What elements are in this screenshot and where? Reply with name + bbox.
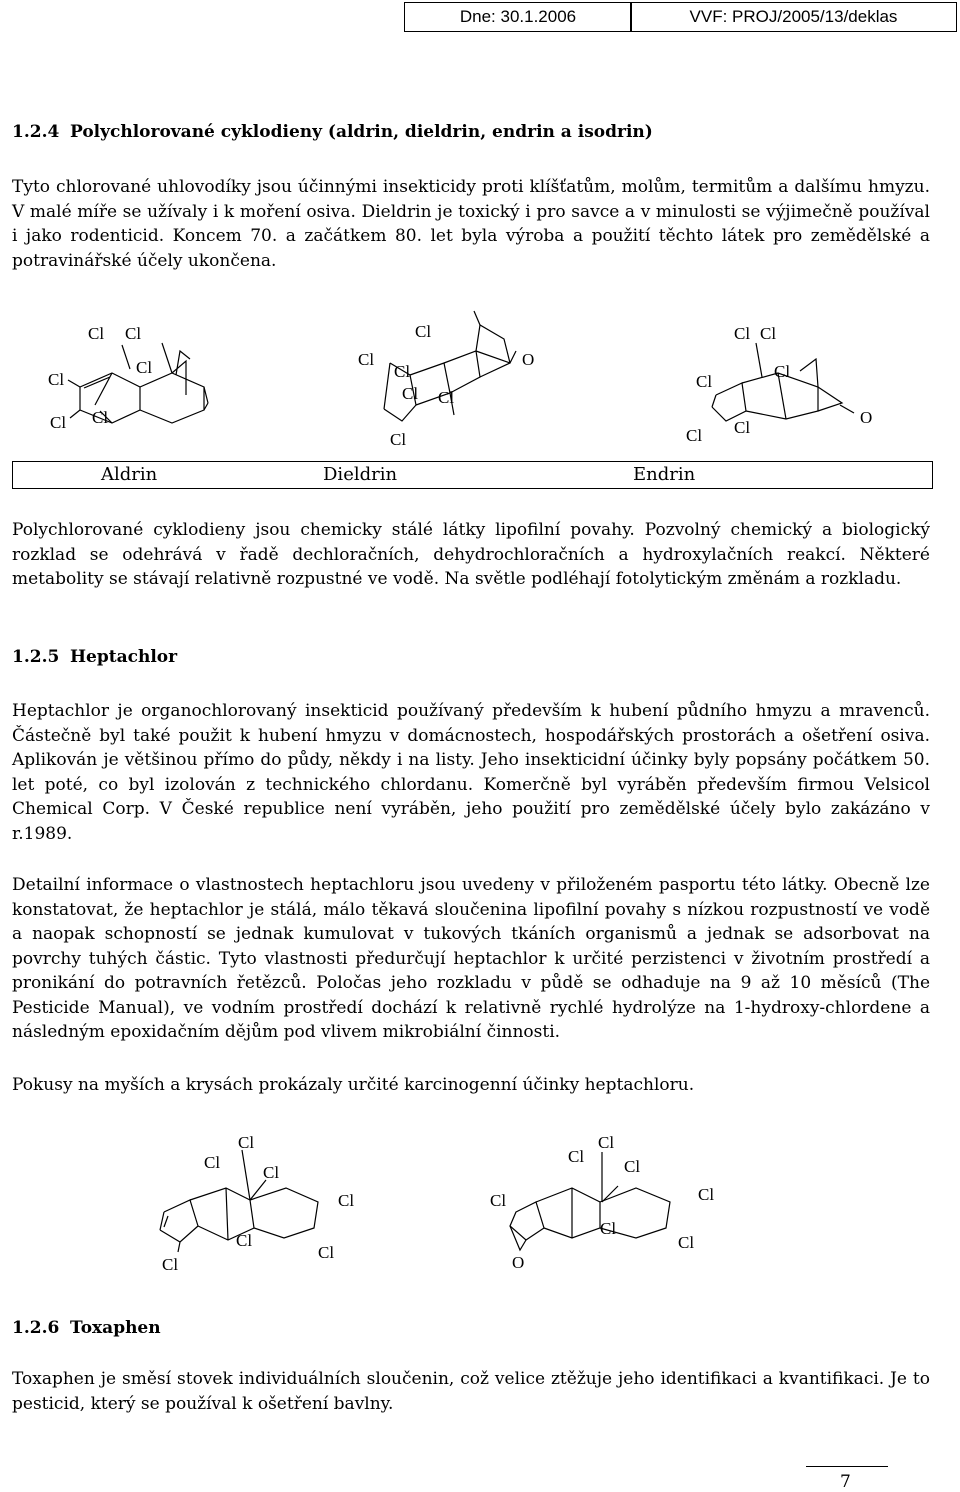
section-number: 1.2.5 xyxy=(12,647,60,667)
chlorine-label: Cl xyxy=(358,350,375,369)
chlorine-label: Cl xyxy=(600,1219,617,1238)
dieldrin-structure xyxy=(350,305,550,455)
chlorine-label: Cl xyxy=(394,362,411,381)
chlorine-label: Cl xyxy=(415,322,432,341)
chlorine-label: Cl xyxy=(92,408,109,427)
section-number: 1.2.6 xyxy=(12,1318,60,1338)
chlorine-label: Cl xyxy=(686,426,703,445)
chlorine-label: Cl xyxy=(698,1185,715,1204)
chlorine-label: Cl xyxy=(162,1255,179,1274)
section-number: 1.2.4 xyxy=(12,122,60,142)
heptachlor-epoxide-structure xyxy=(480,1130,730,1280)
section-124-paragraph: Tyto chlorované uhlovodíky jsou účinnými insekticidy proti klíšťatům, molům, termitům a dalšímu hmyzu. V malé míře se užívaly i k moření osiva. Dieldrin je toxický i pro savce a v minulosti se výjimečně používal i jako rodenticid. Koncem 70. a začátkem 80. let byla výroba a použití těchto látek pro zemědělské a potravinářské účely ukončena. xyxy=(12,177,930,271)
chlorine-label: Cl xyxy=(490,1191,507,1210)
chlorine-label: Cl xyxy=(774,362,791,381)
chlorine-label: Cl xyxy=(734,324,751,343)
chlorine-label: Cl xyxy=(760,324,777,343)
chlorine-label: Cl xyxy=(438,388,455,407)
section-title: Heptachlor xyxy=(70,647,178,667)
section-126-heading xyxy=(12,1318,161,1338)
section-126-paragraph: Toxaphen je směsí stovek individuálních sloučenin, což velice ztěžuje jeho identifikaci a kvantifikaci. Je to pesticid, který se používal k ošetření bavlny. xyxy=(12,1369,930,1414)
chlorine-label: Cl xyxy=(318,1243,335,1262)
section-125-paragraph-1: Heptachlor je organochlorovaný insekticid používaný především k hubení půdního hmyzu a mravenců. Částečně byl také použit k hubení hmyzu v domácnostech, hospodářských prostorách a ošetření osiva. Aplikován je většinou přímo do půdy, někdy i na listy. Jeho insekticidní účinky byly popsány počátkem 50. let poté, co byl izolován z technického chlordanu. Komerčně byl vyráběn především firmou Velsicol Chemical Corp. V České republice není vyráběn, jeho použití pro zemědělské účely bylo zakázáno v r.1989. xyxy=(12,701,930,844)
caption-dieldrin: Dieldrin xyxy=(323,464,398,485)
page-number-rule xyxy=(806,1466,888,1467)
section-125-heading xyxy=(12,647,177,667)
chlorine-label: Cl xyxy=(734,418,751,437)
chlorine-label: Cl xyxy=(125,324,142,343)
section-125-paragraph-2: Detailní informace o vlastnostech heptachloru jsou uvedeny v přiloženém pasportu této látky. Obecně lze konstatovat, že heptachlor je stálá, málo těkavá sloučenina lipofilní povahy s nízkou rozpustností ve vodě a naopak schopností se jednak kumulovat v tukových tkáních organismů a jednak se adsorbovat na povrchy tuhých částic. Tyto vlastnosti předurčují heptachlor k určité perzistenci v životním prostředí a pronikání do potravních řetězců. Poločas jeho rozkladu v půdě se odhaduje na 9 až 10 měsíců (The Pesticide Manual), ve vodním prostředí dochází k relativně rychlé hydrolýze na 1-hydroxy-chlordene a následným epoxidačním dějům pod vlivem mikrobiální činnosti. xyxy=(12,875,930,1042)
heptachlor-structure xyxy=(150,1130,380,1280)
section-124-heading xyxy=(12,122,653,142)
chlorine-label: Cl xyxy=(338,1191,355,1210)
page-number: 7 xyxy=(840,1472,851,1492)
section-125-paragraph-3: Pokusy na myších a krysách prokázaly určité karcinogenní účinky heptachloru. xyxy=(12,1075,695,1095)
chlorine-label: Cl xyxy=(402,384,419,403)
header-date: Dne: 30.1.2006 xyxy=(404,2,632,32)
chlorine-label: Cl xyxy=(568,1147,585,1166)
caption-endrin: Endrin xyxy=(633,464,696,485)
chlorine-label: Cl xyxy=(263,1163,280,1182)
chlorine-label: Cl xyxy=(50,413,67,432)
endrin-structure xyxy=(686,315,896,445)
chlorine-label: Cl xyxy=(236,1231,253,1250)
chlorine-label: Cl xyxy=(48,370,65,389)
chlorine-label: Cl xyxy=(624,1157,641,1176)
section-124-paragraph-2: Polychlorované cyklodieny jsou chemicky stálé látky lipofilní povahy. Pozvolný chemický a biologický rozklad se odehrává v řadě dechloračních, dehydrochloračních a hydroxylačních reakcí. Některé metabolity se stávají relativně rozpustné ve vodě. Na světle podléhají fotolytickým změnám a rozkladu. xyxy=(12,520,930,589)
chlorine-label: Cl xyxy=(390,430,407,449)
chlorine-label: Cl xyxy=(238,1133,255,1152)
oxygen-label: O xyxy=(522,350,535,369)
chlorine-label: Cl xyxy=(598,1133,615,1152)
chlorine-label: Cl xyxy=(204,1153,221,1172)
chlorine-label: Cl xyxy=(696,372,713,391)
chlorine-label: Cl xyxy=(136,358,153,377)
section-title: Toxaphen xyxy=(70,1318,161,1338)
header-reference: VVF: PROJ/2005/13/deklas xyxy=(630,2,957,32)
aldrin-structure xyxy=(40,315,240,445)
chlorine-label: Cl xyxy=(678,1233,695,1252)
caption-aldrin: Aldrin xyxy=(101,464,158,485)
section-title: Polychlorované cyklodieny (aldrin, dieldrin, endrin a isodrin) xyxy=(70,122,653,142)
chlorine-label: Cl xyxy=(88,324,105,343)
oxygen-label: O xyxy=(512,1253,525,1272)
oxygen-label: O xyxy=(860,408,873,427)
